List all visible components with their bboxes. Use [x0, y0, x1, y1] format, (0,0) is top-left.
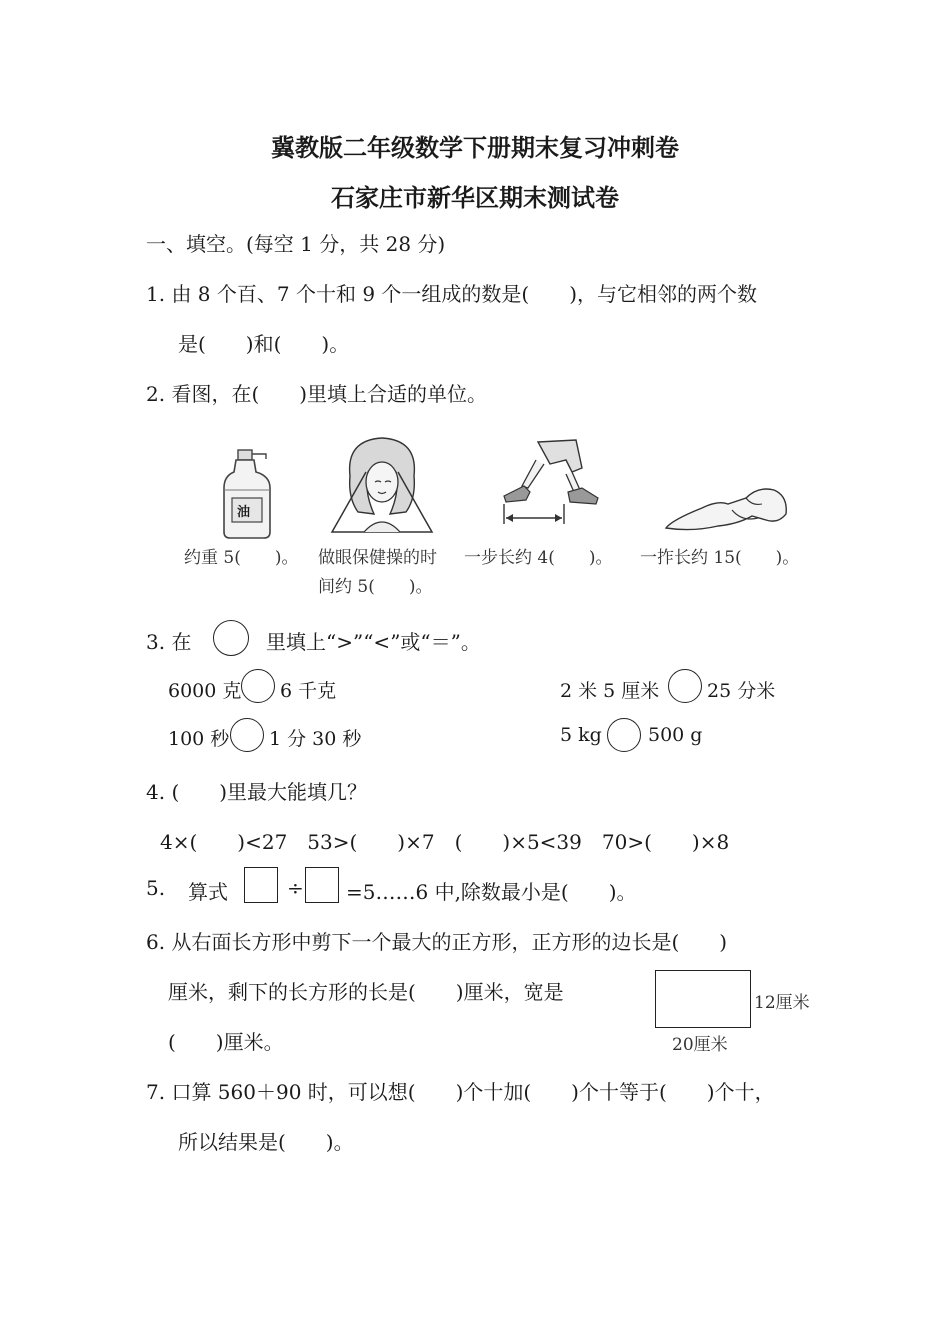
hand-span-image: [662, 482, 792, 536]
compare-1-right: 6 千克: [280, 680, 337, 702]
rectangle-figure: [655, 970, 751, 1028]
compare-2-circle[interactable]: [668, 669, 702, 703]
question-4-text: 4. ( )里最大能填几？: [146, 780, 368, 804]
question-6-line-3: ( )厘米。: [168, 1030, 284, 1054]
oil-bottle-label: 油: [237, 505, 251, 520]
page-subtitle: 石家庄市新华区期末测试卷: [331, 184, 619, 212]
section-heading: 一、填空。(每空 1 分，共 28 分): [146, 232, 446, 256]
question-5-rest: =5……6 中,除数最小是( )。: [346, 880, 637, 904]
caption-eye-exercise-1: 做眼保健操的时: [318, 548, 437, 568]
question-3-suffix: 里填上“>”“<”或“＝”。: [266, 630, 481, 654]
dividend-box[interactable]: [244, 867, 278, 903]
compare-1-circle[interactable]: [241, 669, 275, 703]
walking-step-image: [500, 438, 604, 536]
caption-step-length: 一步长约 4( )。: [464, 548, 613, 568]
compare-4-left: 5 kg: [560, 724, 602, 746]
question-7-line-2: 所以结果是( )。: [178, 1130, 354, 1154]
page-title: 冀教版二年级数学下册期末复习冲刺卷: [271, 134, 679, 162]
caption-weight: 约重 5( )。: [184, 548, 299, 568]
girl-eye-exercise-image: [328, 432, 436, 534]
caption-eye-exercise-2: 间约 5( )。: [318, 577, 433, 597]
compare-3-right: 1 分 30 秒: [269, 728, 362, 750]
caption-hand-span: 一拃长约 15( )。: [640, 548, 800, 568]
compare-4-circle[interactable]: [607, 718, 641, 752]
question-1-line-1: 1. 由 8 个百、7 个十和 9 个一组成的数是( )，与它相邻的两个数: [146, 282, 758, 306]
question-4-inequalities: 4×( )<27 53>( )×7 ( )×5<39 70>( )×8: [160, 830, 730, 854]
compare-4-right: 500 g: [648, 724, 703, 746]
compare-3-left: 100 秒: [168, 728, 230, 750]
division-sign: ÷: [287, 876, 304, 900]
question-5-number: 5.: [146, 876, 166, 900]
rectangle-height-label: 12厘米: [754, 993, 810, 1013]
example-circle-blank: [213, 620, 249, 656]
compare-3-circle[interactable]: [230, 718, 264, 752]
compare-2-right: 25 分米: [707, 680, 776, 702]
question-7-line-1: 7. 口算 560＋90 时，可以想( )个十加( )个十等于( )个十，: [146, 1080, 775, 1104]
rectangle-width-label: 20厘米: [672, 1035, 728, 1055]
divisor-box[interactable]: [305, 867, 339, 903]
question-2-text: 2. 看图，在( )里填上合适的单位。: [146, 382, 488, 406]
question-3-prefix: 3. 在: [146, 630, 192, 654]
question-6-line-2: 厘米，剩下的长方形的长是( )厘米，宽是: [168, 980, 564, 1004]
oil-bottle-image: [222, 448, 274, 540]
compare-2-left: 2 米 5 厘米: [560, 680, 660, 702]
question-5-label: 算式: [188, 880, 228, 904]
question-6-line-1: 6. 从右面长方形中剪下一个最大的正方形，正方形的边长是( ): [146, 930, 728, 954]
question-1-line-2: 是( )和( )。: [178, 332, 350, 356]
compare-1-left: 6000 克: [168, 680, 242, 702]
